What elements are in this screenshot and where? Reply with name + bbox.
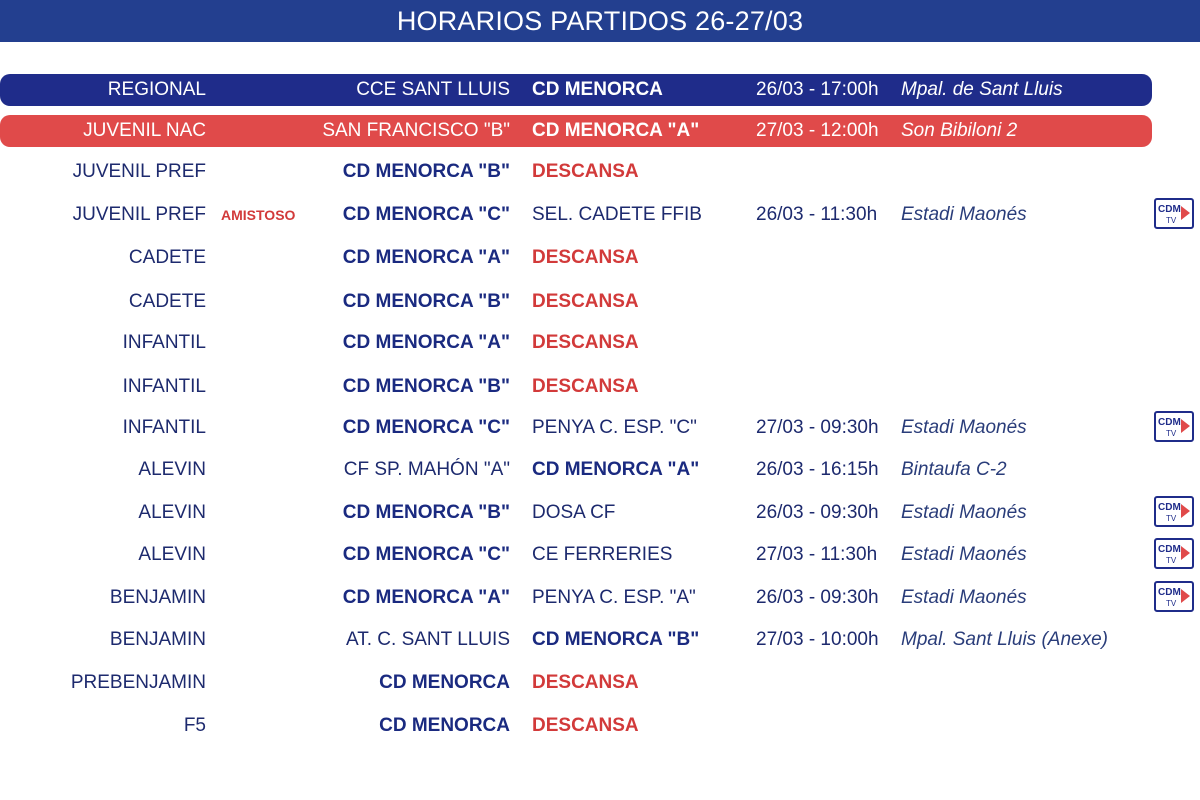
away-team: DESCANSA [532, 291, 639, 312]
match-time: 26/03 - 16:15h [756, 459, 879, 480]
home-team: CD MENORCA "C" [342, 544, 510, 565]
away-team: DESCANSA [532, 672, 639, 693]
home-team: AT. C. SANT LLUIS [345, 629, 510, 650]
match-venue: Estadi Maonés [901, 587, 1027, 608]
match-category: REGIONAL [107, 79, 206, 100]
away-team: DOSA CF [532, 502, 616, 523]
svg-text:TV: TV [1166, 429, 1177, 438]
away-team: DESCANSA [532, 161, 639, 182]
cdm-tv-icon[interactable] [1154, 198, 1194, 229]
away-team: SEL. CADETE FFIB [532, 204, 702, 225]
svg-text:TV: TV [1166, 216, 1177, 225]
match-venue: Estadi Maonés [901, 502, 1027, 523]
match-category: BENJAMIN [109, 629, 206, 650]
match-time: 26/03 - 17:00h [756, 79, 879, 100]
match-row [0, 496, 1200, 530]
match-row [0, 453, 1200, 487]
away-team: DESCANSA [532, 247, 639, 268]
match-tag: AMISTOSO [221, 207, 296, 223]
match-category: JUVENIL PREF [72, 204, 206, 225]
home-team: CD MENORCA "B" [342, 502, 510, 523]
away-team: DESCANSA [532, 715, 639, 736]
home-team: CD MENORCA "B" [342, 291, 510, 312]
away-team: PENYA C. ESP. "C" [532, 417, 697, 438]
svg-text:CDM: CDM [1158, 417, 1181, 428]
match-row [0, 581, 1200, 615]
cdm-tv-icon[interactable] [1154, 411, 1194, 442]
away-team: DESCANSA [532, 376, 639, 397]
page-title: HORARIOS PARTIDOS 26-27/03 [396, 5, 804, 36]
cdm-tv-icon[interactable] [1154, 538, 1194, 569]
away-team: CE FERRERIES [532, 544, 673, 565]
match-category: ALEVIN [138, 502, 206, 523]
away-team: CD MENORCA "A" [532, 120, 700, 141]
svg-text:CDM: CDM [1158, 587, 1181, 598]
match-category: JUVENIL NAC [83, 120, 206, 141]
match-venue: Estadi Maonés [901, 417, 1027, 438]
cdm-tv-icon[interactable] [1154, 496, 1194, 527]
match-category: F5 [183, 715, 206, 736]
away-team: CD MENORCA "A" [532, 459, 700, 480]
match-venue: Estadi Maonés [901, 204, 1027, 225]
svg-text:CDM: CDM [1158, 204, 1181, 215]
match-venue: Estadi Maonés [901, 544, 1027, 565]
cdm-tv-icon[interactable] [1154, 581, 1194, 612]
match-row [0, 155, 1200, 189]
match-row [0, 666, 1200, 700]
match-time: 27/03 - 12:00h [756, 120, 879, 141]
match-time: 26/03 - 09:30h [756, 587, 879, 608]
home-team: CD MENORCA "C" [342, 417, 510, 438]
match-category: CADETE [128, 291, 206, 312]
match-row [0, 538, 1200, 572]
match-time: 26/03 - 09:30h [756, 502, 879, 523]
match-category: ALEVIN [138, 544, 206, 565]
home-team: CD MENORCA [379, 715, 510, 736]
match-row [0, 370, 1200, 404]
match-row [0, 411, 1200, 445]
home-team: CD MENORCA "A" [342, 247, 510, 268]
match-venue: Bintaufa C-2 [901, 459, 1007, 480]
home-team: CF SP. MAHÓN "A" [343, 459, 510, 480]
home-team: CD MENORCA "A" [342, 587, 510, 608]
home-team: CD MENORCA "B" [342, 161, 510, 182]
match-row [0, 198, 1200, 232]
home-team: CD MENORCA "A" [342, 332, 510, 353]
svg-text:CDM: CDM [1158, 502, 1181, 513]
match-category: INFANTIL [122, 376, 206, 397]
match-row [0, 73, 1200, 107]
home-team: CD MENORCA [379, 672, 510, 693]
match-row [0, 326, 1200, 360]
match-category: ALEVIN [138, 459, 206, 480]
home-team: CD MENORCA "C" [342, 204, 510, 225]
match-category: PREBENJAMIN [70, 672, 206, 693]
match-row [0, 623, 1200, 657]
match-time: 27/03 - 11:30h [756, 544, 878, 565]
away-team: DESCANSA [532, 332, 639, 353]
match-time: 27/03 - 09:30h [756, 417, 879, 438]
home-team: CD MENORCA "B" [342, 376, 510, 397]
match-row [0, 114, 1200, 148]
match-row [0, 285, 1200, 319]
match-category: BENJAMIN [109, 587, 206, 608]
match-category: JUVENIL PREF [72, 161, 206, 182]
match-row [0, 709, 1200, 743]
away-team: CD MENORCA [532, 79, 663, 100]
match-category: INFANTIL [122, 332, 206, 353]
match-venue: Son Bibiloni 2 [901, 120, 1018, 141]
svg-text:TV: TV [1166, 556, 1177, 565]
away-team: CD MENORCA "B" [532, 629, 700, 650]
match-time: 26/03 - 11:30h [756, 204, 878, 225]
svg-text:CDM: CDM [1158, 544, 1181, 555]
svg-text:TV: TV [1166, 599, 1177, 608]
match-row [0, 241, 1200, 275]
home-team: CCE SANT LLUIS [356, 79, 510, 100]
match-time: 27/03 - 10:00h [756, 629, 879, 650]
match-category: CADETE [128, 247, 206, 268]
match-venue: Mpal. Sant Lluis (Anexe) [901, 629, 1108, 650]
home-team: SAN FRANCISCO "B" [322, 120, 510, 141]
away-team: PENYA C. ESP. "A" [532, 587, 696, 608]
svg-text:TV: TV [1166, 514, 1177, 523]
match-venue: Mpal. de Sant Lluis [901, 79, 1063, 100]
match-category: INFANTIL [122, 417, 206, 438]
